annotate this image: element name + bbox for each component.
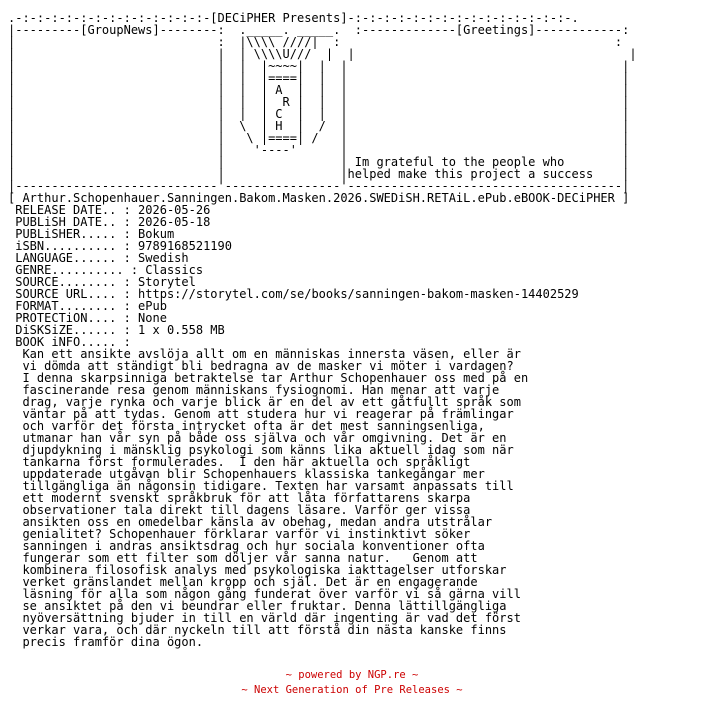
footer-powered-by: ~ powered by NGP.re ~ [285,669,419,681]
info-value: 2026-05-26 [138,203,211,217]
info-value: 2026-05-18 [138,215,211,229]
ascii-row: | | | | A | | | | [8,83,630,97]
description-line: I denna skarpsinniga betraktelse tar Arthur Schopenhauer oss med på en [22,371,529,385]
info-label: GENRE.......... : [8,263,146,277]
info-value: 9789168521190 [138,239,232,253]
info-value: ePub [138,299,167,313]
description-line: verkar vara, och där nyckeln till att förstå din nästa kanske finns [22,623,507,637]
ascii-row: |----------------------------'----------------'--------------------------------------| [8,179,630,193]
info-block [8,203,579,349]
description-line: vi dömda att ständigt bli bedragna av de masker vi möter i vardagen? [22,359,514,373]
description-line: verket gränslandet mellan kropp och själ. Det är en engagerande [22,575,478,589]
description-line: djupdykning i mänsklig psykologi som känns lika aktuell idag som när [22,443,514,457]
ascii-row: | | | |~~~~| | | | [8,59,630,73]
description-line: utmanar han vår syn på både oss själva och vår omgivning. Det är en [22,431,507,445]
description-line: sanningen i andras ansiktsdrag och hur sociala konventioner ofta [22,539,485,553]
info-label: RELEASE DATE.. : [8,203,139,217]
info-label: SOURCE........ : [8,275,139,289]
description-line: Kan ett ansikte avslöja allt om en människas innersta väsen, eller är [22,347,521,361]
info-label: PUBLiSHER..... : [8,227,139,241]
info-label: BOOK iNFO..... : [8,335,139,349]
ascii-row: | | \ |====| / | | [8,131,630,145]
ascii-row: | | | | C | | | | [8,107,630,121]
ascii-row: | : |\\\\ ////| : : [8,35,623,49]
info-value: Classics [145,263,204,277]
description-line: fascinerande resa genom människans fysiognomi. Han menar att varje [22,383,500,397]
description-line: se ansiktet på den vi beundrar eller fruktar. Denna lättillgängliga [22,599,507,613]
description-line: tillgängliga än någonsin tidigare. Texten har varsamt anpassats till [22,479,514,493]
info-value: Storytel [138,275,196,289]
nfo-text [8,12,637,648]
info-label: LANGUAGE...... : [8,251,139,265]
ascii-row: | | \ | H | / | | [8,119,630,133]
description-line: nyöversättning bjuder in till en värld där ingenting är vad det först [22,611,521,625]
ascii-row: | | |helped make this project a success | [8,167,630,181]
description-line: fungerar som ett filter som döljer vår sanna natur. Genom att [22,551,478,565]
description-line: läsning för alla som någon gång funderat över varför vi så gärna vill [22,587,521,601]
ascii-box [8,23,637,193]
ascii-row: | | | \\\\U/// | | | [8,47,637,61]
info-value: https://storytel.com/se/books/sanningen-bakom-masken-14402529 [138,287,579,301]
book-description [8,347,528,649]
info-value: None [138,311,167,325]
info-value: 1 x 0.558 MB [138,323,225,337]
description-line: ansikten oss en omedelbar känsla av obehag, medan andra utstrålar [22,515,493,529]
description-line: ett modernt svenskt språkbruk för att låta författarens skarpa [22,491,471,505]
description-line: precis framför dina ögon. [22,635,204,649]
description-line: kombinera filosofisk analys med psykologiska iakttagelser utforskar [22,563,507,577]
info-label: PUBLiSH DATE.. : [8,215,139,229]
footer-tagline: ~ Next Generation of Pre Releases ~ [241,684,463,696]
info-label: iSBN.......... : [8,239,139,253]
ascii-row: | | '----' | | [8,143,630,157]
info-label: FORMAT........ : [8,299,139,313]
description-line: och varför det första intrycket ofta är det mest sanningsenliga, [22,419,485,433]
description-line: väntar på att tydas. Genom att studera hur vi reagerar på främlingar [22,407,514,421]
top-border: .-:-:-:-:-:-:-:-:-:-:-:-:-:-[DECiPHER Presents]-:-:-:-:-:-:-:-:-:-:-:-:-:-:-:-. [8,11,579,25]
info-label: SOURCE URL.... : [8,287,139,301]
release-name: [ Arthur.Schopenhauer.Sanningen.Bakom.Masken.2026.SWEDiSH.RETAiL.ePub.eBOOK-DECiPHER ] [8,191,630,205]
description-line: uppdaterade utgåvan blir Schopenhauers klassiska tankegångar mer [22,467,485,481]
info-value: Swedish [138,251,189,265]
description-line: observationer tala direkt till dagens läsare. Varför ger vissa [22,503,471,517]
ascii-row: | | | | R | | | | [8,95,630,109]
info-label: PROTECTiON.... : [8,311,139,325]
description-line: genialitet? Schopenhauer förklarar varför vi instinktivt söker [22,527,471,541]
info-value: Bokum [138,227,175,241]
ascii-row: | | | Im grateful to the people who | [8,155,630,169]
info-label: DiSKSiZE...... : [8,323,139,337]
ascii-row: |---------[GroupNews]--------: ._____. _____. :-------------[Greetings]------------: [8,23,630,37]
ascii-row: | | | |====| | | | [8,71,630,85]
description-line: tankarna först formulerades. I den här aktuella och språkligt [22,455,471,469]
description-line: drag, varje rynka och varje blick är en del av ett gåtfullt språk som [22,395,521,409]
